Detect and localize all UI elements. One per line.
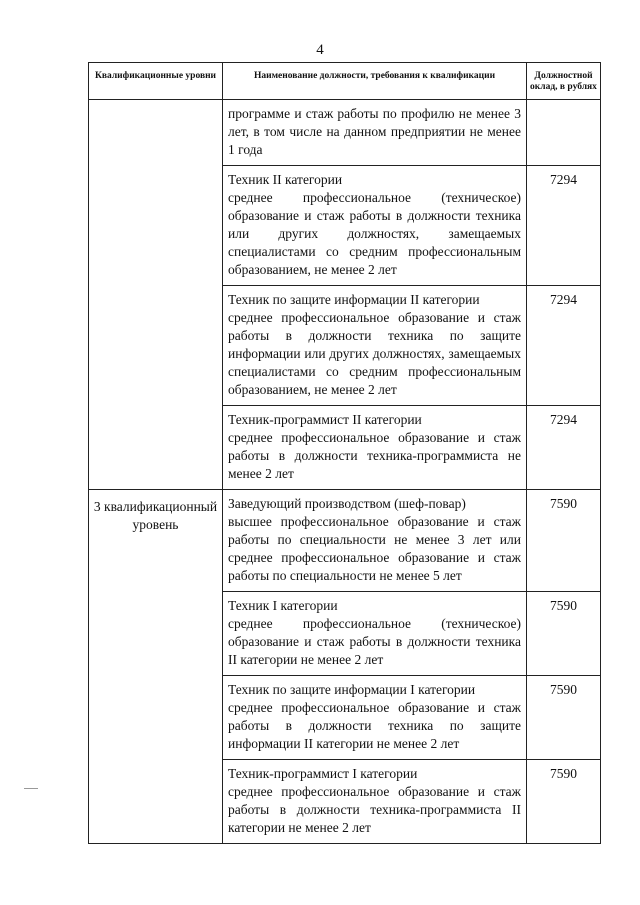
- position-cell: [223, 760, 527, 844]
- table-row: [89, 100, 601, 166]
- margin-mark: [24, 788, 38, 789]
- position-requirements: среднее профессиональное образование и стаж работы в должности техника-программиста II категории не менее 2 лет: [228, 784, 521, 835]
- position-cell: [223, 490, 527, 592]
- salary-cell-empty: [527, 100, 601, 166]
- position-cell: [223, 166, 527, 286]
- position-title: Техник-программист I категории: [228, 766, 418, 781]
- level-cell: 3 квалификационный уровень: [89, 490, 223, 844]
- position-cell: [223, 406, 527, 490]
- position-title: Техник по защите информации II категории: [228, 292, 480, 307]
- position-title: Техник I категории: [228, 598, 338, 613]
- position-title: Техник-программист II категории: [228, 412, 422, 427]
- continuation-text: программе и стаж работы по профилю не менее 3 лет, в том числе на данном предприятии не менее 1 года: [223, 100, 527, 166]
- page-number: 4: [316, 42, 324, 58]
- header-salary: Должностной оклад, в рублях: [527, 63, 601, 100]
- table-header-row: [89, 63, 601, 100]
- position-requirements: среднее профессиональное образование и стаж работы в должности техника-программиста не менее 2 лет: [228, 430, 521, 481]
- salary-value: 7590: [527, 676, 601, 760]
- position-title: Техник II категории: [228, 172, 343, 187]
- position-title: Заведующий производством (шеф-повар): [228, 496, 466, 511]
- position-title: Техник по защите информации I категории: [228, 682, 476, 697]
- position-cell: [223, 286, 527, 406]
- salary-value: 7294: [527, 286, 601, 406]
- level-cell-empty: [89, 100, 223, 490]
- position-cell: [223, 676, 527, 760]
- salary-table: [88, 62, 601, 844]
- position-requirements: среднее профессиональное образование и стаж работы в должности техника по защите информации или других должностях, замещаемых специалистами со средним профессиональным образованием, не менее 2 лет: [228, 310, 521, 397]
- position-requirements: среднее профессиональное (техническое) образование и стаж работы в должности техника II категории не менее 2 лет: [228, 616, 521, 667]
- salary-value: 7590: [527, 760, 601, 844]
- salary-value: 7590: [527, 592, 601, 676]
- header-level: Квалификационные уровни: [89, 63, 223, 100]
- salary-value: 7294: [527, 406, 601, 490]
- salary-value: 7294: [527, 166, 601, 286]
- header-position: Наименование должности, требования к квалификации: [223, 63, 527, 100]
- position-requirements: высшее профессиональное образование и стаж работы по специальности не менее 3 лет или среднее профессиональное образование и стаж работы по специальности не менее 5 лет: [228, 514, 521, 583]
- position-requirements: среднее профессиональное образование и стаж работы в должности техника по защите информации II категории не менее 2 лет: [228, 700, 521, 751]
- table-row: [89, 490, 601, 592]
- salary-value: 7590: [527, 490, 601, 592]
- position-requirements: среднее профессиональное (техническое) образование и стаж работы в должности техника или других должностях, замещаемых специалистами со средним профессиональным образованием, не менее 2 лет: [228, 190, 521, 277]
- position-cell: [223, 592, 527, 676]
